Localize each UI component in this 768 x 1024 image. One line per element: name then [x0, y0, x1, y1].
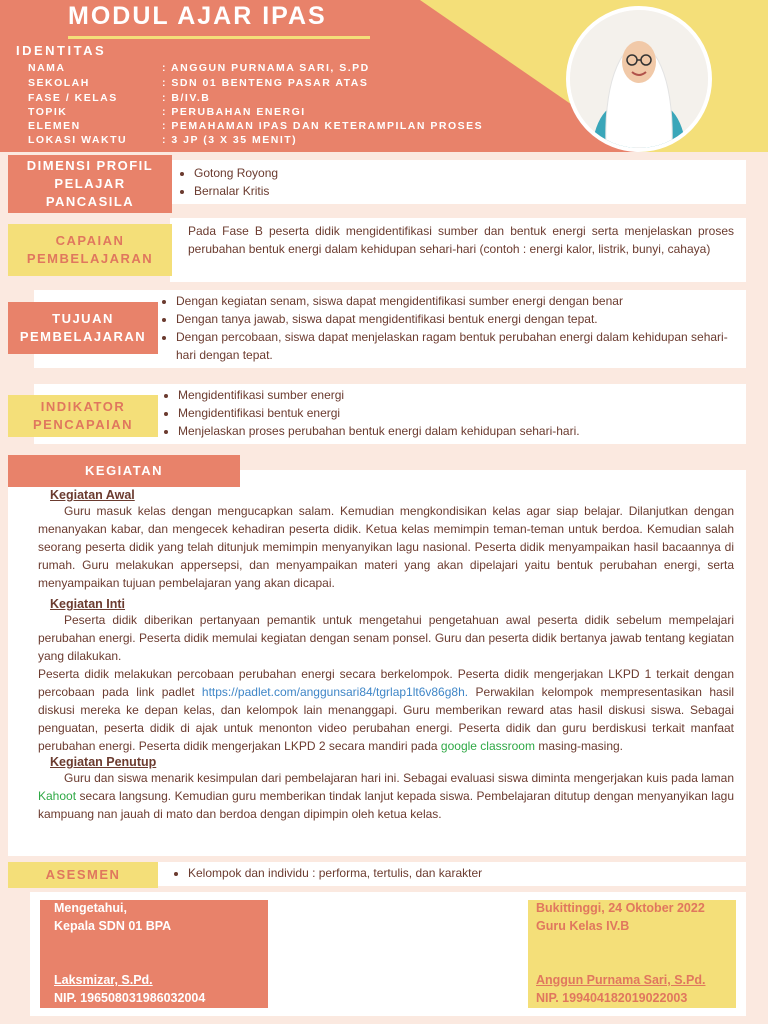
left-sig-nip: NIP. 196508031986032004	[54, 991, 206, 1005]
identity-label-topik: TOPIK	[28, 106, 68, 118]
indikator-item: • Mengidentifikasi bentuk energi	[178, 404, 744, 422]
capaian-card	[170, 218, 746, 282]
asesmen-item: • Kelompok dan individu : performa, tertulis, dan karakter	[188, 864, 746, 882]
padlet-link[interactable]: https://padlet.com/anggunsari84/tgrlap1lt6v86g8h.	[201, 685, 469, 699]
inti-text-part: masing-masing.	[534, 739, 624, 753]
tujuan-item: • Dengan kegiatan senam, siswa dapat mengidentifikasi sumber energi dengan benar	[176, 292, 742, 310]
identity-value-sekolah: : SDN 01 BENTENG PASAR ATAS	[162, 77, 369, 89]
identity-label-elemen: ELEMEN	[28, 120, 81, 132]
kegiatan-label: KEGIATAN	[8, 455, 240, 487]
left-sig-line2: Kepala SDN 01 BPA	[54, 919, 172, 933]
identity-value-fase: : B/IV.B	[162, 92, 211, 104]
identity-value-topik: : PERUBAHAN ENERGI	[162, 106, 306, 118]
page-title: MODUL AJAR IPAS	[68, 2, 327, 30]
kegiatan-inti-text-2	[38, 665, 734, 755]
kegiatan-inti-text-1: Peserta didik diberikan pertanyaan pemantik untuk mengetahui pengetahuan awal peserta didik sebelum mempelajari perubahan energi. Peserta didik memulai kegiatan dengan senam ponsel. Guru dan peserta didik bertanya jawab tentang kegiatan yang dilakukan.	[38, 613, 734, 663]
identity-value-waktu: : 3 JP (3 X 35 MENIT)	[162, 134, 298, 146]
right-sig-name: Anggun Purnama Sari, S.Pd.	[536, 973, 706, 987]
dimensi-label: DIMENSI PROFIL PELAJAR PANCASILA	[8, 155, 172, 213]
kegiatan-penutup-text	[38, 769, 734, 823]
identity-label-waktu: LOKASI WAKTU	[28, 134, 128, 146]
indikator-item: • Mengidentifikasi sumber energi	[178, 386, 744, 404]
kegiatan-awal-text: Guru masuk kelas dengan mengucapkan salam. Kemudian mengkondisikan kelas agar siap belajar. Dilanjutkan dengan menanyakan kabar, dan mengecek kehadiran peserta didik. Ketua kelas memimpin teman-teman untuk berdoa. Kemudian salah seorang peserta didik yang telah ditunjuk memimpin menyanyikan lagu nasional. Peserta didik menyampaikan hasil bacaannya di rumah. Guru melakukan appersepsi, dan menyampaikan materi yang akan dipelajari yaitu bentuk perubahan energi, serta menyampaikan tujuan pembelajaran yang akan dicapai.	[38, 504, 734, 590]
identitas-heading: IDENTITAS	[16, 43, 107, 58]
indikator-item: • Menjelaskan proses perubahan bentuk energi dalam kehidupan sehari-hari.	[178, 422, 744, 440]
google-classroom-link[interactable]: google classroom	[440, 739, 535, 753]
identity-value-elemen: : PEMAHAMAN IPAS DAN KETERAMPILAN PROSES	[162, 120, 484, 132]
kegiatan-content	[38, 488, 734, 823]
identity-label-fase: FASE / KELAS	[28, 92, 118, 104]
capaian-label: CAPAIAN PEMBELAJARAN	[8, 224, 172, 276]
tujuan-label: TUJUAN PEMBELAJARAN	[8, 302, 158, 354]
penutup-text-part: secara langsung. Kemudian guru memberikan tindak lanjut kepada siswa. Pembelajaran ditutup dengan menyanyikan lagu kampuang nan jauah di mato dan berdoa dengan dipimpin oleh ketua kelas.	[38, 789, 734, 821]
kegiatan-awal-title: Kegiatan Awal	[50, 488, 135, 502]
dimensi-item: • Gotong Royong	[194, 164, 746, 182]
identity-label-sekolah: SEKOLAH	[28, 77, 90, 89]
kahoot-link[interactable]: Kahoot	[38, 789, 77, 803]
right-sig-nip: NIP. 199404182019022003	[536, 991, 688, 1005]
tujuan-item: • Dengan percobaan, siswa dapat menjelaskan ragam bentuk perubahan energi dalam kehidupan sehari-hari dengan tepat.	[176, 328, 742, 364]
title-underline	[68, 36, 370, 39]
capaian-text: Pada Fase B peserta didik mengidentifikasi sumber dan bentuk energi serta menjelaskan proses perubahan bentuk energi dalam kehidupan sehari-hari (contoh : energi kalor, listrik, bunyi, cahaya)	[188, 224, 734, 256]
asesmen-card	[158, 862, 746, 886]
dimensi-item: • Bernalar Kritis	[194, 182, 746, 200]
identity-value-nama: : ANGGUN PURNAMA SARI, S.PD	[162, 62, 370, 74]
right-sig-line2: Guru Kelas IV.B	[536, 919, 630, 933]
tujuan-item: • Dengan tanya jawab, siswa dapat mengidentifikasi bentuk energi dengan tepat.	[176, 310, 742, 328]
left-sig-name: Laksmizar, S.Pd.	[54, 973, 153, 987]
asesmen-label: ASESMEN	[8, 862, 158, 888]
dimensi-card	[170, 160, 746, 204]
kegiatan-inti-title: Kegiatan Inti	[50, 597, 126, 611]
indikator-label: INDIKATOR PENCAPAIAN	[8, 395, 158, 437]
inti-text-part: Perwakilan kelompok mempresentasikan hasil diskusi mereka ke depan kelas, dan kelompok lain menanggapi. Guru memberikan reward atas hasil diskusi siswa. Sebagai penguatan, peserta didik di ajak untuk menonton video perubahan energi. Peserta didik dan guru berdiskusi terkait manfaat perubahan energi. Peserta didik mengerjakan LKPD 2 secara mandiri pada	[38, 685, 734, 753]
right-sig-line1: Bukittinggi, 24 Oktober 2022	[536, 901, 705, 915]
penutup-text-part: Guru dan siswa menarik kesimpulan dari pembelajaran hari ini. Sebagai evaluasi siswa diminta mengerjakan kuis pada laman	[64, 771, 734, 785]
teacher-photo	[566, 6, 712, 152]
identity-label-nama: NAMA	[28, 62, 66, 74]
left-sig-line1: Mengetahui,	[54, 901, 127, 915]
kegiatan-penutup-title: Kegiatan Penutup	[50, 755, 157, 769]
inti-text-part: Peserta didik melakukan percobaan perubahan energi secara berkelompok. Peserta didik mengerjakan LKPD 1 terkait dengan percobaan pada link padlet	[38, 667, 734, 699]
